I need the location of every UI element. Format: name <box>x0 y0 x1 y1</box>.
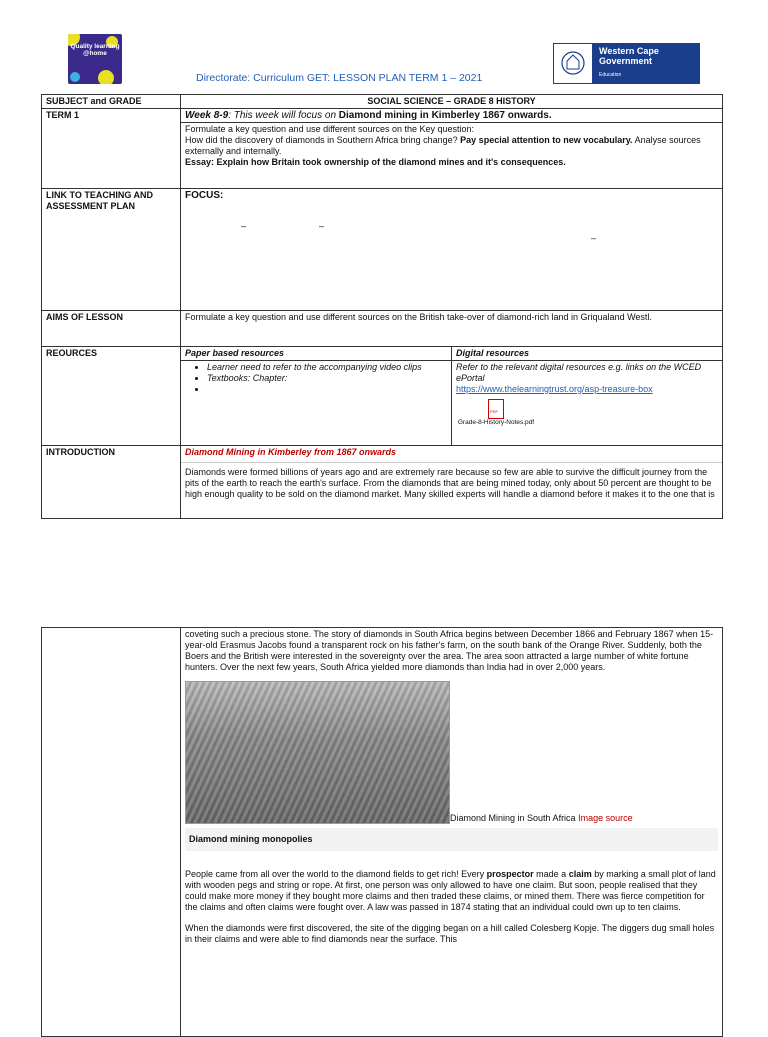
photo-caption: Diamond Mining in South Africa <box>450 813 579 823</box>
term-line1: Formulate a key question and use different sources on the Key question: <box>185 124 475 134</box>
paper-resources-heading: Paper based resources <box>181 347 452 361</box>
dash-3: – <box>591 233 597 243</box>
crest-icon <box>553 43 593 84</box>
western-cape-government-logo <box>553 43 700 84</box>
subject-value: SOCIAL SCIENCE – GRADE 8 HISTORY <box>181 95 723 109</box>
week-label: Week 8-9 <box>185 110 229 121</box>
prospector-term: prospector <box>486 869 534 879</box>
image-source-link[interactable]: Image source <box>578 813 633 823</box>
digital-resources-heading: Digital resources <box>452 347 723 361</box>
quality-learning-logo <box>68 34 122 84</box>
paper-resources-list <box>185 362 447 395</box>
link-label: LINK TO TEACHING AND ASSESSMENT PLAN <box>42 189 181 311</box>
list-item: • Learner need to refer to the accompanying video clips <box>207 362 447 373</box>
empty-label-cell <box>42 628 181 1037</box>
pdf-file-name[interactable]: Grade-8-History-Notes.pdf <box>457 419 535 426</box>
term-label: TERM 1 <box>42 109 181 189</box>
section-heading: Diamond mining monopolies <box>185 828 718 851</box>
introduction-label: INTRODUCTION <box>42 446 181 519</box>
claim-term: claim <box>568 869 592 879</box>
colesberg-paragraph: When the diamonds were first discovered, the site of the digging began on a hill called Colesberg Kopje. The diggers dug small holes in their claims and were able to find diamonds near the surface. This <box>185 923 715 944</box>
gov-sub: Education <box>599 72 622 78</box>
term-line2: How did the discovery of diamonds in Southern Africa bring change? <box>185 135 461 145</box>
focus-label: FOCUS: <box>185 190 224 201</box>
aims-label: AIMS OF LESSON <box>42 311 181 347</box>
lesson-plan-table-2 <box>41 627 723 1037</box>
digital-resources-text: Refer to the relevant digital resources e.g. links on the WCED ePortal <box>456 362 702 383</box>
week-topic: Diamond mining in Kimberley 1867 onwards. <box>338 110 552 121</box>
gov-line2: Government <box>599 56 653 66</box>
para2-c: made a <box>533 869 569 879</box>
week-focus: : This week will focus on <box>228 110 339 121</box>
pdf-file-icon[interactable] <box>488 399 504 419</box>
aims-text: Formulate a key question and use different sources on the British take-over of diamond-rich land in Griqualand Westl. <box>181 311 723 347</box>
term-line2-bold: Pay special attention to new vocabulary. <box>460 135 633 145</box>
dash-1: – <box>241 221 247 231</box>
intro-text: Diamonds were formed billions of years ago and are extremely rare because so few are able to survive the difficult journey from the pits of the earth to reach the earth's surface. From the diamonds that are being mined today, only about 50 percent are thought to be high enough quality to be sold on the diamond market. Many skilled experts will handle a diamond before it makes it to the one that is <box>185 467 715 499</box>
intro-title: Diamond Mining in Kimberley from 1867 onwards <box>181 446 722 463</box>
gov-line1: Western Cape <box>599 46 659 56</box>
dash-2: – <box>319 221 325 231</box>
list-item: • Textbooks: Chapter: <box>207 373 447 384</box>
lesson-plan-table-1 <box>41 94 723 519</box>
list-item <box>207 384 447 395</box>
diamond-mining-photo <box>185 681 450 824</box>
treasure-box-link[interactable]: https://www.thelearningtrust.org/asp-treasure-box <box>456 384 653 394</box>
essay-text: Essay: Explain how Britain took ownership of the diamond mines and it's consequences. <box>185 157 566 167</box>
resources-label: REOURCES <box>42 347 181 446</box>
directorate-heading: Directorate: Curriculum GET: LESSON PLAN TERM 1 – 2021 <box>196 72 483 84</box>
logo-text: Quality learning @home <box>70 43 120 57</box>
para2-e: by marking a small plot of land with wooden pegs and string or rope. At first, one person was only allowed to have one claim. But soon, people realised that they could make more money if they bought more claims and then traded these claims, or mined them. There was fierce competition for the claims and often claims were fought over. A law was passed in 1874 stating that an individual could own up to ten claims. <box>185 869 716 912</box>
term-line3: Analyse sources externally and internally. <box>185 135 701 156</box>
para2-a: People came from all over the world to the diamond fields to get rich! Every <box>185 869 487 879</box>
story-paragraph: coveting such a precious stone. The story of diamonds in South Africa begins between December 1866 and February 1867 when 15-year-old Erasmus Jacobs found a transparent rock on his father's farm, on the south bank of the Orange River. Suddenly, both the Boers and the British were interested in the sovereignty over the area. The area soon attracted a large number of white fortune hunters. Over the next few years, South Africa yielded more diamonds than India had in over 2,000 years. <box>185 629 714 672</box>
subject-label: SUBJECT and GRADE <box>42 95 181 109</box>
